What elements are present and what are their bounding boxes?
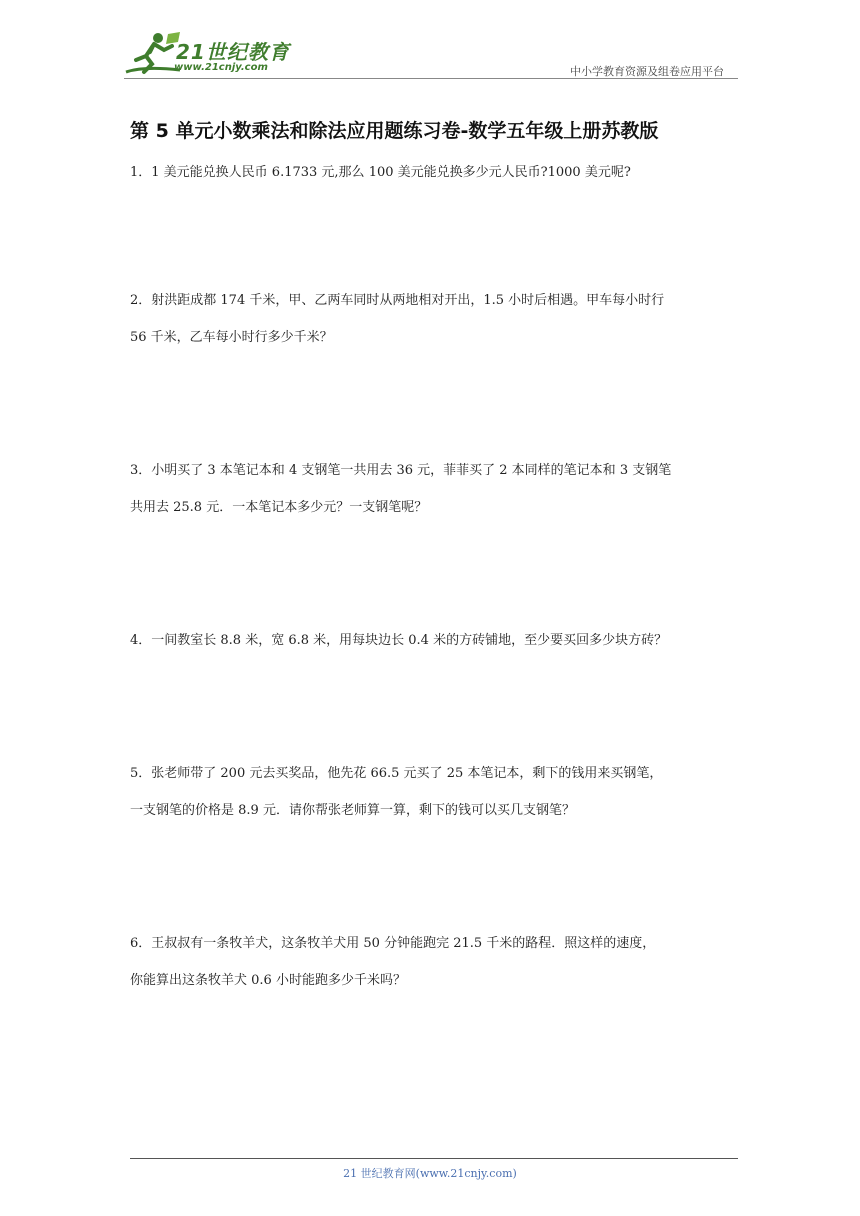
question-3 (130, 452, 740, 526)
question-line: 共用去 25.8 元．一本笔记本多少元？一支钢笔呢？ (130, 500, 428, 515)
question-line: 1．1 美元能兑换人民币 6.1733 元,那么 100 美元能兑换多少元人民币?1000 美元呢? (130, 165, 631, 180)
logo (124, 30, 294, 78)
header-divider (124, 78, 738, 79)
question-line: 3．小明买了 3 本笔记本和 4 支钢笔一共用去 36 元，菲菲买了 2 本同样的笔记本和 3 支钢笔 (130, 463, 672, 478)
page-header (124, 30, 738, 80)
question-line: 一支钢笔的价格是 8.9 元．请你帮张老师算一算，剩下的钱可以买几支钢笔？ (130, 803, 575, 818)
question-line: 5．张老师带了 200 元去买奖品，他先花 66.5 元买了 25 本笔记本，剩下的钱用来买钢笔， (130, 766, 663, 781)
question-line: 56 千米，乙车每小时行多少千米？ (130, 330, 333, 345)
question-1 (130, 154, 740, 191)
footer-divider (130, 1158, 738, 1159)
page-footer[interactable]: 21 世纪教育网(www.21cnjy.com) (343, 1167, 517, 1180)
question-line: 4．一间教室长 8.8 米，宽 6.8 米，用每块边长 0.4 米的方砖铺地，至少要买回多少块方砖？ (130, 633, 668, 648)
page-title: 第 5 单元小数乘法和除法应用题练习卷-数学五年级上册苏教版 (130, 120, 659, 142)
logo-url: www.21cnjy.com (174, 62, 268, 73)
question-2 (130, 282, 740, 356)
logo-brand: 21世纪教育 (176, 40, 290, 64)
question-4 (130, 622, 740, 659)
question-line: 你能算出这条牧羊犬 0.6 小时能跑多少千米吗？ (130, 973, 406, 988)
question-line: 6．王叔叔有一条牧羊犬，这条牧羊犬用 50 分钟能跑完 21.5 千米的路程．照这样的速度， (130, 936, 656, 951)
platform-text: 中小学教育资源及组卷应用平台 (570, 65, 724, 78)
question-5 (130, 755, 740, 829)
question-6 (130, 925, 740, 999)
question-line: 2．射洪距成都 174 千米，甲、乙两车同时从两地相对开出，1.5 小时后相遇。甲车每小时行 (130, 293, 665, 308)
